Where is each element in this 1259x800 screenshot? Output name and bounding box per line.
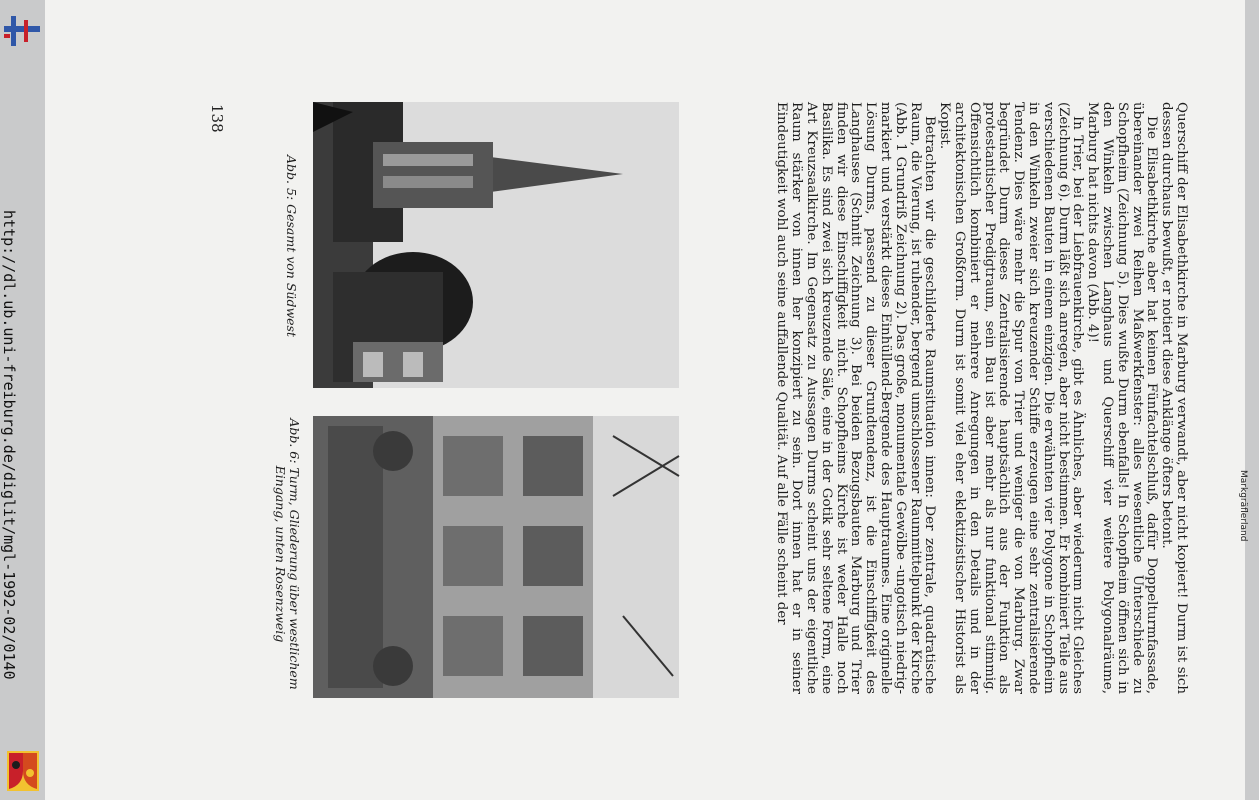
figure-5-photo xyxy=(313,102,679,388)
paragraph: Querschiff der Elisabethkirche in Marburg verwandt, aber nicht kopiert! Durm ist sich dessen durchaus bewußt, er notiert diese Anklänge öfters betont. xyxy=(1159,102,1189,694)
figure-5-caption: Abb. 5: Gesamt von Südwest xyxy=(284,155,299,337)
body-text xyxy=(774,102,1188,694)
tower-detail-photo xyxy=(313,416,679,698)
left-margin-bar xyxy=(0,0,45,800)
right-margin-text: Markgräflerland xyxy=(1238,470,1248,542)
scanned-page xyxy=(45,0,1245,800)
society-crest-icon xyxy=(7,751,39,791)
church-exterior-photo xyxy=(313,102,679,388)
figure-6-photo xyxy=(313,416,679,698)
paragraph: In Trier, bei der Liebfrauenkirche, gibt es Ähnliches, aber wiederum nicht Gleiches (Zeichnung 6). Durm läßt sich anregen, aber nicht bestimmen. Er kombiniert Teile aus verschiedenen Bauten in einem einzigen. Die erwähnten vier Polygone in Schopfheim in den Winkeln zweier sich kreuzender Schiffe erzeugen eine sehr zentralisierende Tendenz. Dies wäre mehr die Spur von Trier und weniger die von Marburg. Zwar begründet Durm dieses Zentralisierende hauptsächlich aus der Funktion als protestantischer Predigtraum, sein Bau ist aber mehr als nur funktional stimmig. Offensichtlich kombiniert er mehrere Anregungen in den Details und in der architektonischen Großform. Durm ist somit viel eher eklektizistischer Historist als Kopist. xyxy=(937,102,1086,694)
figure-6-caption: Abb. 6: Turm, Gliederung über westlichem Eingang, unten Rosenzweig xyxy=(273,418,302,690)
right-margin-bar xyxy=(1238,0,1259,800)
source-url[interactable]: http://dl.ub.uni-freiburg.de/diglit/mgl-1992-02/0140 xyxy=(0,210,18,680)
page-number: 138 xyxy=(208,104,226,133)
library-logo-icon xyxy=(4,14,40,48)
paragraph: Die Elisabethkirche aber hat keinen Fünfachtelschluß, dafür Doppelturmfassade, übereinander zwei Reihen Maßwerkfenster: alles wesentliche Unterschiede zu Schopfheim (Zeichnung 5). Dies wußte Durm ebenfalls! In Schopfheim öffnen sich in den Winkeln zwischen Langhaus und Querschiff vier weitere Polygonalräume, Marburg hat nichts davon (Abb. 4)! xyxy=(1085,102,1160,694)
paragraph: Betrachten wir die geschilderte Raumsituation innen: Der zentrale, quadratische Raum, die Vierung, ist ruhender, bergend umschlossener Raummittelpunkt der Kirche (Abb. 1 Grundriß Zeichnung 2). Das große, monumentale Gewölbe -ungotisch niedrig- markiert und verstärkt dieses Einhüllend-Bergende des Hauptraumes. Eine originelle Lösung Durms, passend zu dieser Grundtendenz, ist die Einschiffigkeit des Langhauses (Schnitt Zeichnung 3). Bei beiden Bezugsbauten Marburg und Trier finden wir diese Einschiffigkeit nicht. Schopfheims Kirche ist weder Halle noch Basilika. Es sind zwei sich kreuzende Säle, eine in der Gotik sehr seltene Form, eine Art Kreuzsaalkirche. Im Gegensatz zu Aussagen Durms scheint uns der eigentliche Raum stärker von innen her konzipiert zu sein. Dort innen hat er in seiner Eindeutigkeit wohl auch seine auffallende Qualität. Auf alle Fälle scheint der xyxy=(774,102,938,694)
